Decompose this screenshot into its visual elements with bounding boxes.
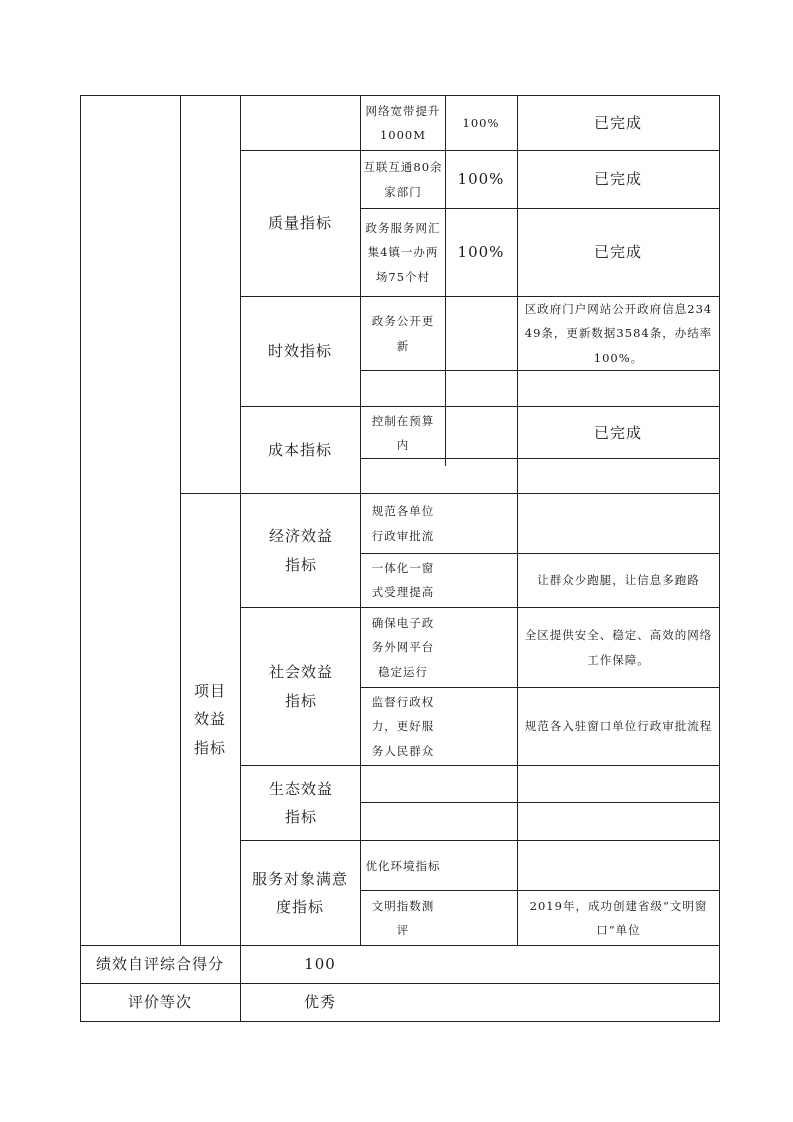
category-economic: 经济效益指标 bbox=[268, 527, 333, 574]
item-service-network: 政务服务网汇集4镇一办两场75个村 bbox=[365, 221, 441, 284]
score-label: 绩效自评综合得分 bbox=[95, 955, 224, 974]
category-timeliness: 时效指标 bbox=[267, 341, 332, 360]
grade-value: 优秀 bbox=[303, 993, 336, 1012]
item-supervise-power: 监督行政权力，更好服务人民群众 bbox=[371, 695, 435, 758]
item-civilization-index: 文明指数测评 bbox=[371, 898, 435, 937]
item-one-window: 一体化一窗式受理提高 bbox=[371, 560, 435, 599]
category-satisfaction: 服务对象满意度指标 bbox=[251, 869, 348, 916]
status-egov-network: 全区提供安全、稳定、高效的网络工作保障。 bbox=[524, 628, 713, 667]
item-broadband: 网络宽带提升1000M bbox=[365, 103, 441, 142]
value-service-network: 100% bbox=[457, 243, 505, 262]
item-interconnect: 互联互通80余家部门 bbox=[363, 160, 443, 199]
category-cost: 成本指标 bbox=[267, 440, 332, 459]
status-broadband: 已完成 bbox=[593, 113, 642, 132]
value-broadband: 100% bbox=[462, 115, 500, 130]
item-publicity: 政务公开更新 bbox=[371, 314, 435, 353]
item-environment: 优化环境指标 bbox=[365, 858, 441, 873]
status-service-network: 已完成 bbox=[593, 243, 642, 262]
value-interconnect: 100% bbox=[457, 170, 505, 189]
category-quality: 质量指标 bbox=[267, 213, 332, 232]
status-publicity: 区政府门户网站公开政府信息23449条，更新数据3584条，办结率100%。 bbox=[524, 302, 713, 365]
item-egov-network: 确保电子政务外网平台稳定运行 bbox=[371, 616, 435, 679]
score-value: 100 bbox=[304, 955, 336, 974]
status-civilization-index: 2019年，成功创建省级“文明窗口”单位 bbox=[529, 898, 708, 937]
category-social: 社会效益指标 bbox=[268, 663, 333, 710]
item-budget: 控制在预算内 bbox=[371, 413, 435, 452]
grade-label: 评价等次 bbox=[127, 993, 192, 1012]
status-interconnect: 已完成 bbox=[593, 170, 642, 189]
item-approval-flow: 规范各单位行政审批流 bbox=[371, 504, 435, 543]
group-project-benefit: 项目效益指标 bbox=[193, 681, 226, 757]
category-ecological: 生态效益指标 bbox=[268, 779, 333, 826]
status-supervise-power: 规范各入驻窗口单位行政审批流程 bbox=[524, 719, 713, 734]
status-budget: 已完成 bbox=[593, 423, 642, 442]
status-one-window: 让群众少跑腿，让信息多跑路 bbox=[537, 572, 700, 587]
